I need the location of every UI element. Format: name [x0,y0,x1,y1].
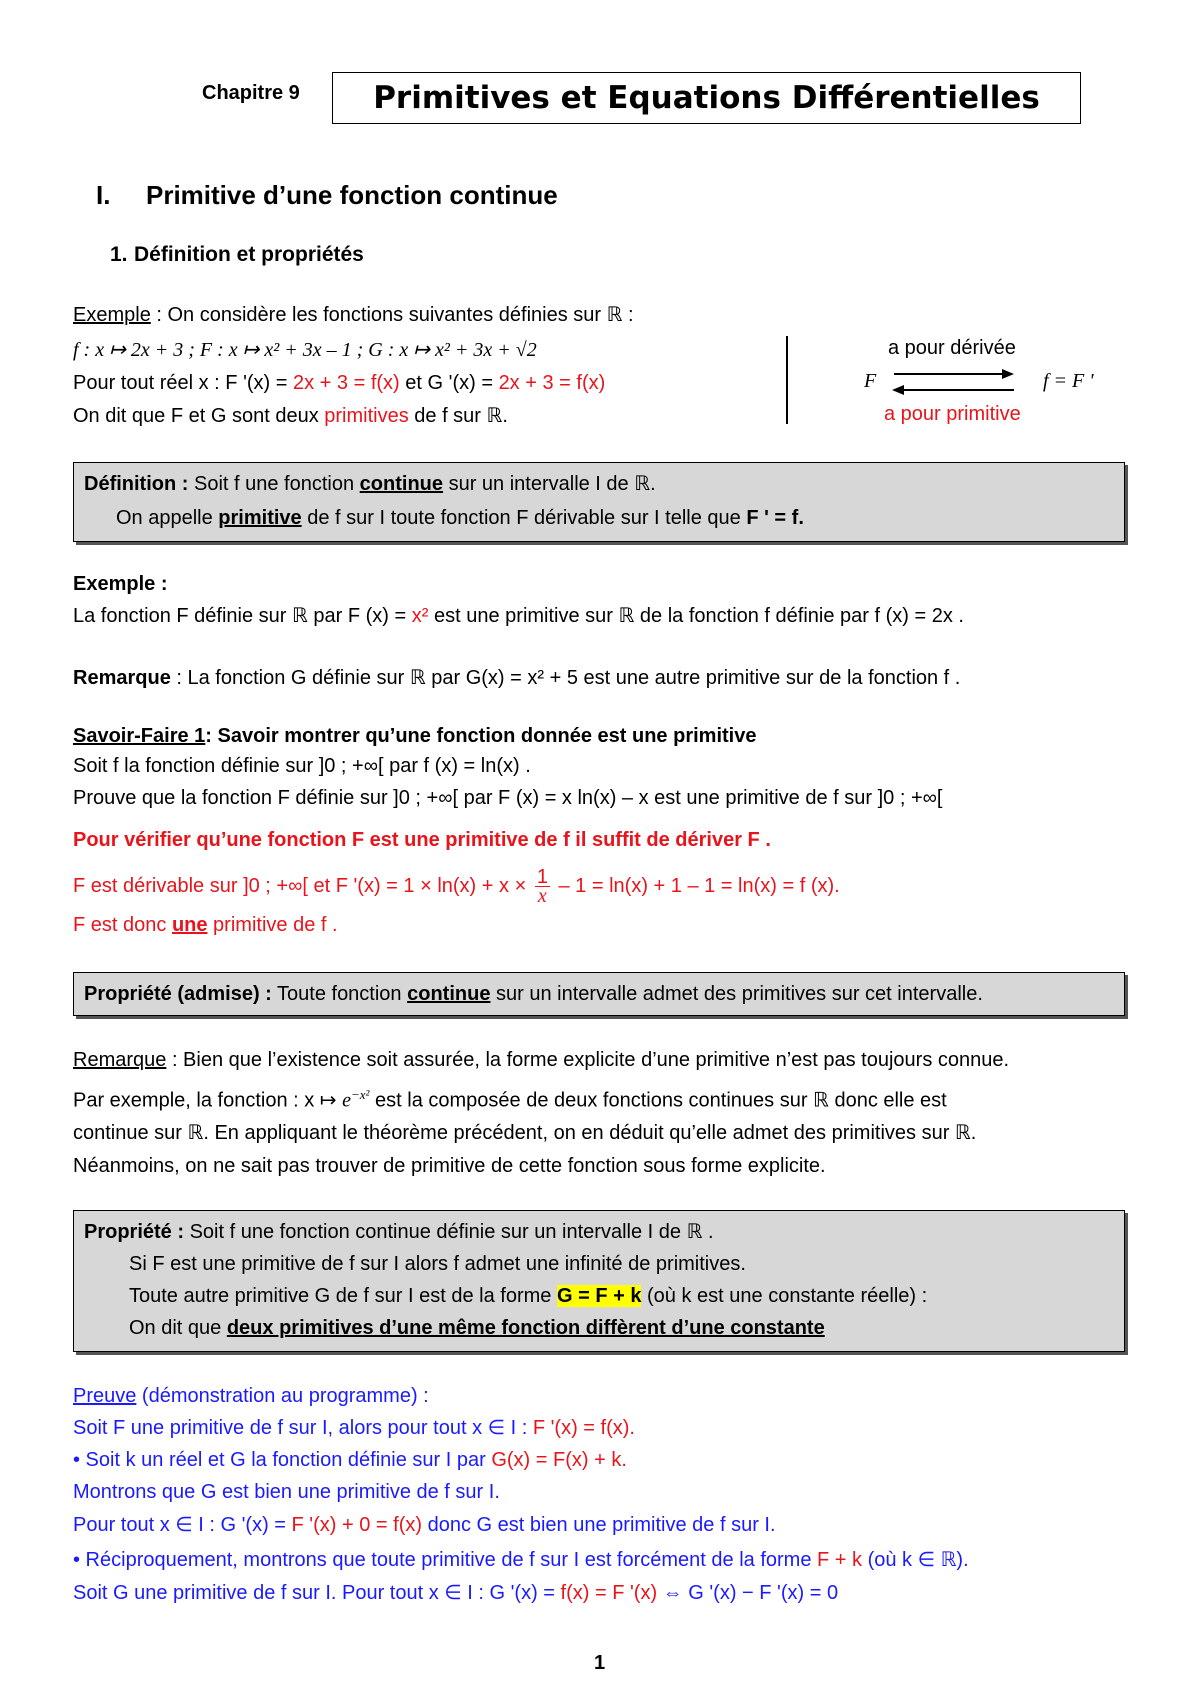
property-line3: Toute autre primitive G de f sur I est de la forme G = F + k (où k est une constante réelle) : [129,1285,928,1307]
subsection-title: Définition et propriétés [134,243,364,266]
section-numeral: I. [96,180,111,210]
diagram-arrows-icon [888,366,1020,398]
property-line1: Propriété : Soit f une fonction continue définie sur un intervalle I de ℝ . [84,1221,714,1243]
property-admise-box [73,972,1125,1016]
section-title: Primitive d’une fonction continue [146,180,558,210]
remark2-line1: Remarque : Bien que l’existence soit assurée, la forme explicite d’une primitive n’est pas toujours connue. [73,1049,1010,1071]
remark2-line3: continue sur ℝ. En appliquant le théorème précédent, on en déduit qu’elle admet des primitives sur ℝ. [73,1122,977,1144]
savoir-faire-line1: Soit f la fonction définie sur ]0 ; +∞[ par f (x) = ln(x) . [73,755,531,777]
proof-line1: Soit F une primitive de f sur I, alors pour tout x ∈ I : F '(x) = f(x). [73,1417,635,1439]
property-line2: Si F est une primitive de f sur I alors f admet une infinité de primitives. [129,1253,746,1275]
diagram-right-f: f = F ' [1043,370,1094,392]
diagram-primitive-label: a pour primitive [884,403,1021,425]
proof-title: Preuve (démonstration au programme) : [73,1385,429,1407]
example1-intro: Exemple : On considère les fonctions suivantes définies sur ℝ : [73,304,634,326]
property-box [73,1210,1125,1352]
definition-line2: On appelle primitive de f sur I toute fonction F dérivable sur I telle que F ' = f. [116,507,804,529]
remark2-line2: Par exemple, la fonction : x ↦ $e^{-x^2}$ est la composée de deux fonctions continues sur ℝ donc elle est [73,1087,947,1112]
highlighted-formula: G = F + k [556,1285,642,1307]
diagram-derivative-label: a pour dérivée [888,337,1016,359]
proof-line5: • Réciproquement, montrons que toute primitive de f sur I est forcément de la forme F + k (où k ∈ ℝ). [73,1549,969,1571]
property-line4: On dit que deux primitives d’une même fonction diffèrent d’une constante [129,1317,825,1339]
remark1-text: Remarque : La fonction G définie sur ℝ par G(x) = x² + 5 est une autre primitive sur de la fonction f . [73,667,961,689]
savoir-faire-method: Pour vérifier qu’une fonction F est une primitive de f il suffit de dériver F . [73,829,771,851]
vertical-divider [786,336,788,424]
subsection-number: 1. [110,243,128,266]
fraction-numerator: 1 [536,866,548,889]
savoir-faire-line2: Prouve que la fonction F définie sur ]0 ; +∞[ par F (x) = x ln(x) – x est une primitive de f sur ]0 ; +∞[ [73,787,943,809]
proof-line6: Soit G une primitive de f sur I. Pour tout x ∈ I : G '(x) = f(x) = F '(x) ⇔ G '(x) − F '(x) = 0 [73,1582,839,1604]
property-admise-text: Propriété (admise) : Toute fonction continue sur un intervalle admet des primitives sur cet intervalle. [84,983,983,1005]
example2-text: La fonction F définie sur ℝ par F (x) = x² est une primitive sur ℝ de la fonction f définie par f (x) = 2x . [73,605,964,627]
remark2-line4: Néanmoins, on ne sait pas trouver de primitive de cette fonction sous forme explicite. [73,1155,826,1177]
diagram-left-F: F [864,370,877,392]
example1-derivatives: Pour tout réel x : F '(x) = 2x + 3 = f(x) et G '(x) = 2x + 3 = f(x) [73,372,606,394]
chapter-label: Chapitre 9 [202,82,300,104]
proof-line4: Pour tout x ∈ I : G '(x) = F '(x) + 0 = f(x) donc G est bien une primitive de f sur I. [73,1514,776,1536]
example1-conclusion: On dit que F et G sont deux primitives de f sur ℝ. [73,405,508,427]
page-title: Primitives et Equations Différentielles [373,80,1040,116]
definition-line1: Définition : Soit f une fonction continue sur un intervalle I de ℝ. [84,473,656,495]
savoir-faire-derivation: F est dérivable sur ]0 ; +∞[ et F '(x) = 1 × ln(x) + x × $\frac{1}{x}$ – 1 = ln(x) + 1 – 1 = ln(x) = f (x). [73,866,840,908]
fraction-denominator: x [537,885,547,908]
example2-label: Exemple : [73,573,168,595]
definition-box [73,462,1125,542]
chapter-title-box [332,72,1081,124]
savoir-faire-conclusion: F est donc une primitive de f . [73,914,338,936]
example1-functions: f : x ↦ 2x + 3 ; F : x ↦ x² + 3x – 1 ; G : x ↦ x² + 3x + √2 [73,339,537,361]
page-number: 1 [594,1652,606,1674]
proof-line2: • Soit k un réel et G la fonction définie sur I par G(x) = F(x) + k. [73,1449,627,1471]
proof-line3: Montrons que G est bien une primitive de f sur I. [73,1481,500,1503]
savoir-faire-title: Savoir-Faire 1: Savoir montrer qu’une fonction donnée est une primitive [73,725,757,747]
